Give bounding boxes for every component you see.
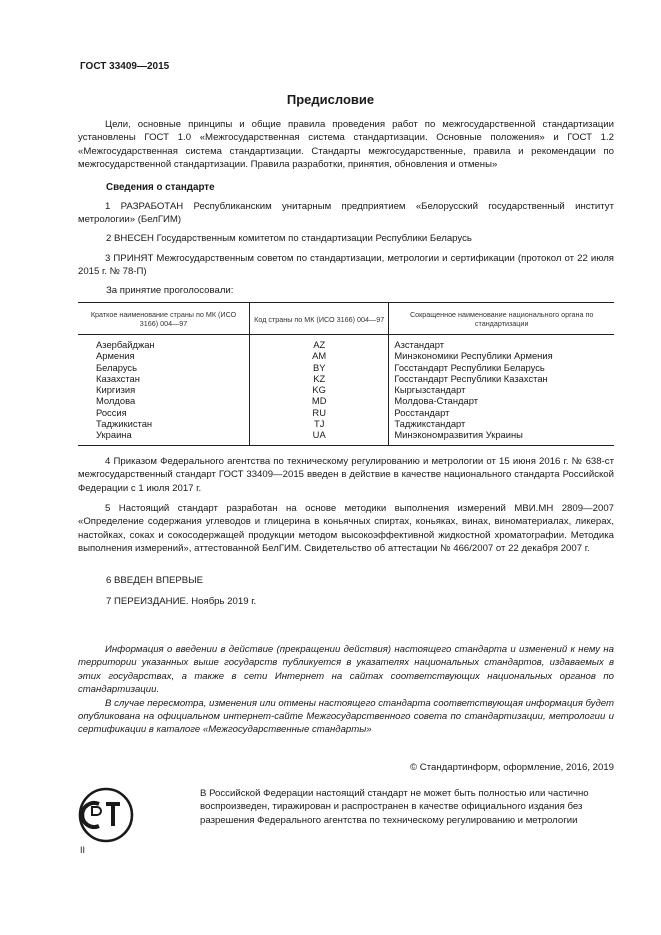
country-name: Казахстан bbox=[96, 372, 140, 384]
info-notice-text-2: В случае пересмотра, изменения или отмены настоящего стандарта соответствующая информация будет опубликована на официальном интернет-сайте Межгосударственного совета по стандартизации, метрологии и сертификации в каталоге «Межгосударственные стандарты» bbox=[78, 697, 614, 736]
table-row bbox=[78, 429, 614, 445]
rights-notice-text: В Российской Федерации настоящий стандарт не может быть полностью или частично воспроизведен, тиражирован и распространен в качестве официального издания без разрешения Федерального агентства по техническому регулированию и метрологии bbox=[200, 788, 589, 826]
table-row bbox=[78, 362, 614, 373]
table-header-row bbox=[78, 303, 614, 335]
item-1-paragraph: 1 РАЗРАБОТАН Республиканским унитарным предприятием «Белорусский государственный институт метрологии» (БелГИМ) bbox=[78, 201, 614, 226]
intro-section bbox=[78, 118, 614, 172]
country-code: TJ bbox=[250, 418, 389, 429]
country-code: UA bbox=[250, 429, 389, 445]
info-notice bbox=[78, 643, 614, 737]
header-country-code: Код страны по МК (ИСО 3166) 004—97 bbox=[250, 303, 389, 335]
item-5-paragraph: 5 Настоящий стандарт разработан на основе методики выполнения измерений МВИ.МН 2809—2007 «Определение содержания углеводов и глицерина в коньячных спиртах, коньяках, винах, виноматериалах, ликерах, настойках, соках и сокосодержащей продукции методом высокоэффективной жидкостной хроматографии. Методика выполнения измерений», аттестованной БелГИМ. Свидетельство об аттестации № 466/2007 от 22 декабря 2007 г. bbox=[78, 503, 614, 555]
item-1-block bbox=[78, 200, 614, 227]
table-row bbox=[78, 418, 614, 429]
item-2-paragraph: 2 ВНЕСЕН Государственным комитетом по стандартизации Республики Беларусь bbox=[106, 233, 472, 244]
page-number: II bbox=[80, 845, 86, 855]
info-notice-text-1: Информация о введении в действие (прекращении действия) настоящего стандарта и изменений к нему на территории указанных выше государств публикуется в указателях национальных стандартов, издаваемых в этих государствах, а также в сети Интернет на сайтах соответствующих национальных органов по стандартизации. bbox=[78, 644, 614, 696]
table-row bbox=[78, 373, 614, 384]
country-name: Молдова bbox=[96, 395, 136, 407]
standard-code-header: ГОСТ 33409—2015 bbox=[80, 61, 170, 72]
item-5-block bbox=[78, 502, 614, 556]
copyright-line: © Стандартинформ, оформление, 2016, 2019 bbox=[410, 762, 614, 773]
country-name: Россия bbox=[96, 406, 127, 418]
page-title: Предисловие bbox=[286, 92, 375, 107]
country-name: Таджикистан bbox=[96, 418, 153, 430]
vote-label: За принятие проголосовали: bbox=[106, 285, 234, 296]
country-code: KZ bbox=[250, 373, 389, 384]
country-name: Азербайджан bbox=[96, 339, 155, 350]
country-code: KG bbox=[250, 384, 389, 395]
item-4-block bbox=[78, 455, 614, 495]
country-name: Армения bbox=[96, 350, 135, 362]
table-row bbox=[78, 395, 614, 406]
country-code: BY bbox=[250, 362, 389, 373]
table-row bbox=[78, 384, 614, 395]
country-name: Беларусь bbox=[96, 361, 138, 373]
country-name: Украина bbox=[78, 429, 250, 445]
item-4-paragraph: 4 Приказом Федерального агентства по техническому регулированию и метрологии от 15 июня 2016 г. № 638-ст межгосударственный стандарт ГОСТ 33409—2015 введен в действие в качестве национального стандарта Российской Федерации с 1 июля 2017 г. bbox=[78, 456, 614, 494]
standards-body: Молдова-Стандарт bbox=[389, 395, 614, 406]
info-heading: Сведения о стандарте bbox=[106, 182, 215, 193]
table-row bbox=[78, 350, 614, 361]
table-row bbox=[78, 335, 614, 351]
standards-body: Минэкономики Республики Армения bbox=[389, 350, 614, 361]
item-7-paragraph: 7 ПЕРЕИЗДАНИЕ. Ноябрь 2019 г. bbox=[106, 596, 257, 607]
rst-certification-mark-icon bbox=[78, 787, 134, 843]
table-row bbox=[78, 407, 614, 418]
standards-body: Минэкономразвития Украины bbox=[389, 429, 614, 445]
standards-body: Кыргызстандарт bbox=[389, 384, 614, 395]
country-code: MD bbox=[250, 395, 389, 406]
standards-body: Росстандарт bbox=[389, 407, 614, 418]
intro-paragraph: Цели, основные принципы и общие правила проведения работ по межгосударственной стандартизации установлены ГОСТ 1.0 «Межгосударственная система стандартизации. Основные положения» и ГОСТ 1.2 «Межгосударственная система стандартизации. Стандарты межгосударственные, правила и рекомендации по межгосударственной стандартизации. Правила разработки, принятия, обновления и отмены» bbox=[78, 119, 614, 171]
country-code: AZ bbox=[250, 335, 389, 351]
item-6-paragraph: 6 ВВЕДЕН ВПЕРВЫЕ bbox=[106, 575, 204, 586]
standards-body: Таджикстандарт bbox=[389, 418, 614, 429]
voting-table bbox=[78, 302, 614, 446]
item-3-block bbox=[78, 252, 614, 279]
item-3-paragraph: 3 ПРИНЯТ Межгосударственным советом по стандартизации, метрологии и сертификации (протокол от 22 июля 2015 г. № 78-П) bbox=[78, 253, 614, 278]
rights-notice bbox=[200, 787, 614, 827]
header-standards-body: Сокращенное наименование национального органа по стандартизации bbox=[389, 303, 614, 335]
country-code: AM bbox=[250, 350, 389, 361]
standards-body: Госстандарт Республики Казахстан bbox=[389, 373, 614, 384]
country-code: RU bbox=[250, 407, 389, 418]
standards-body: Госстандарт Республики Беларусь bbox=[389, 362, 614, 373]
standards-body: Азстандарт bbox=[389, 335, 614, 351]
country-name: Киргизия bbox=[96, 384, 136, 396]
header-country-name: Краткое наименование страны по МК (ИСО 3166) 004—97 bbox=[78, 303, 250, 335]
